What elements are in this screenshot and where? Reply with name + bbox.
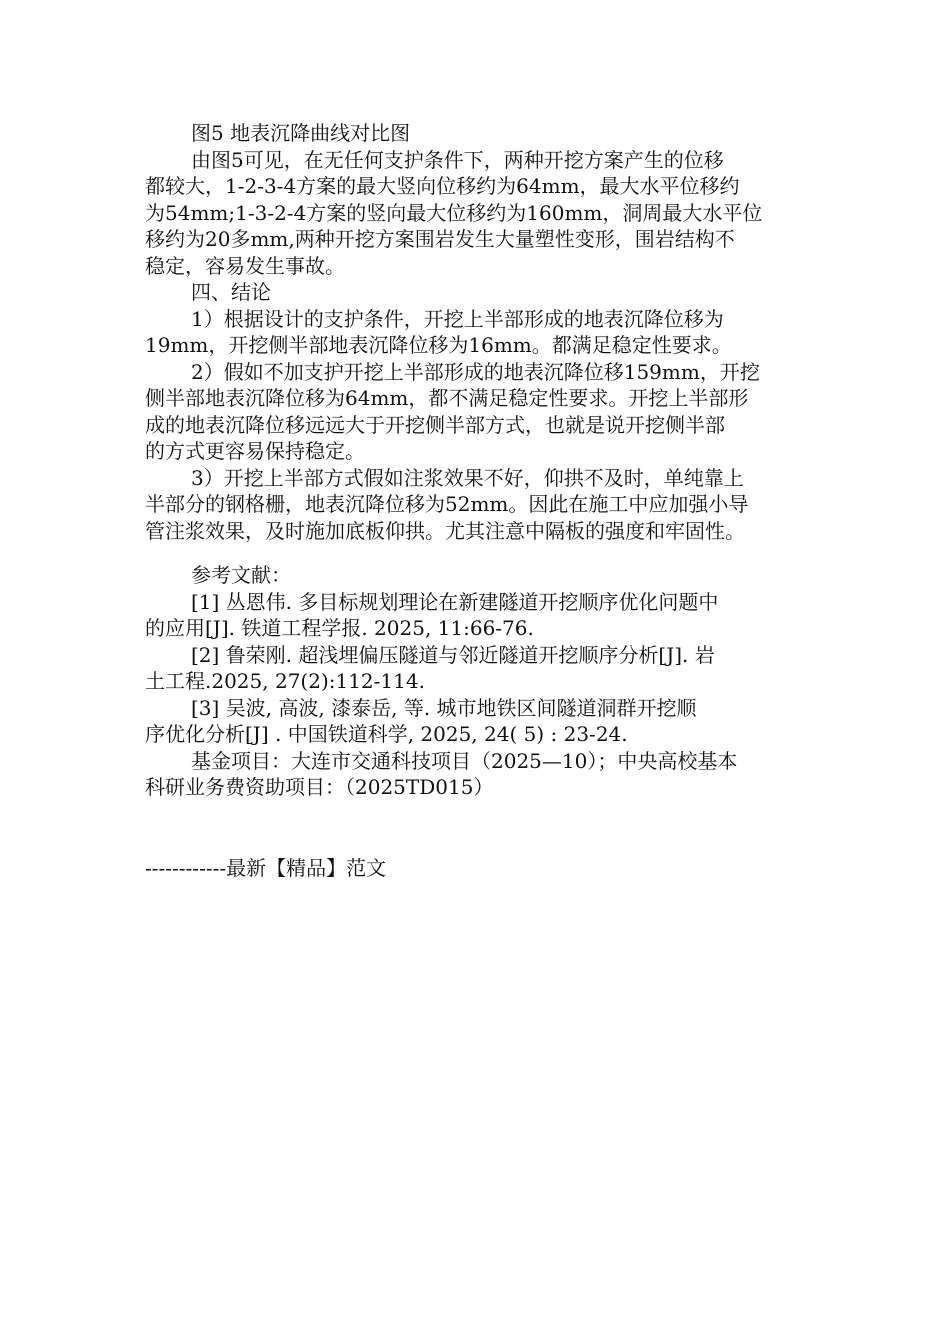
funding-line: 基金项目：大连市交通科技项目（2025—10）；中央高校基本	[191, 748, 738, 773]
conclusion-line: 1）根据设计的支护条件，开挖上半部形成的地表沉降位移为	[191, 306, 724, 331]
funding-note	[145, 748, 810, 801]
reference-3	[145, 695, 810, 748]
conclusion-line: 成的地表沉降位移远远大于开挖侧半部方式，也就是说开挖侧半部	[145, 412, 725, 437]
conclusion-line: 19mm，开挖侧半部地表沉降位移为16mm。都满足稳定性要求。	[145, 333, 732, 357]
conclusion-line: 3）开挖上半部方式假如注浆效果不好，仰拱不及时，单纯靠上	[191, 465, 744, 490]
section-heading: 四、结论	[191, 280, 271, 304]
conclusion-1	[145, 306, 810, 359]
analysis-line: 由图5可见，在无任何支护条件下，两种开挖方案产生的位移	[191, 147, 724, 172]
references-heading: 参考文献：	[191, 563, 291, 587]
reference-line: 土工程.2025, 27(2):112-114.	[145, 669, 425, 693]
conclusion-line: 的方式更容易保持稳定。	[145, 439, 365, 463]
paragraph-spacer	[145, 544, 810, 562]
conclusion-line: 2）假如不加支护开挖上半部形成的地表沉降位移159mm，开挖	[191, 359, 760, 384]
reference-line: [3] 吴波, 高波, 漆泰岳, 等. 城市地铁区间隧道洞群开挖顺	[191, 695, 697, 720]
analysis-paragraph	[145, 147, 810, 280]
reference-line: [1] 丛恩伟. 多目标规划理论在新建隧道开挖顺序优化问题中	[191, 589, 719, 614]
document-page	[145, 120, 810, 881]
conclusion-line: 半部分的钢格栅，地表沉降位移为52mm。因此在施工中应加强小导	[145, 492, 749, 516]
analysis-line: 稳定，容易发生事故。	[145, 253, 345, 278]
reference-1	[145, 589, 810, 642]
footer-spacer	[145, 801, 810, 855]
conclusion-line: 侧半部地表沉降位移为64mm，都不满足稳定性要求。开挖上半部形	[145, 386, 749, 410]
reference-line: [2] 鲁荣刚. 超浅埋偏压隧道与邻近隧道开挖顺序分析[J]. 岩	[191, 642, 715, 667]
analysis-line: 为54mm;1-3-2-4方案的竖向最大位移约为160mm，洞周最大水平位	[145, 200, 763, 225]
conclusion-line: 管注浆效果，及时施加底板仰拱。尤其注意中隔板的强度和牢固性。	[145, 518, 745, 543]
analysis-line: 移约为20多mm,两种开挖方案围岩发生大量塑性变形，围岩结构不	[145, 227, 735, 251]
figure-caption: 图5 地表沉降曲线对比图	[191, 121, 411, 145]
analysis-line: 都较大，1-2-3-4方案的最大竖向位移约为64mm，最大水平位移约	[145, 174, 740, 198]
conclusion-2	[145, 359, 810, 465]
reference-line: 序优化分析[J] . 中国铁道科学, 2025, 24( 5) : 23-24.	[145, 722, 628, 746]
funding-line: 科研业务费资助项目：（2025TD015）	[145, 775, 494, 799]
page-footer: ------------最新【精品】范文	[145, 855, 387, 880]
conclusion-3	[145, 465, 810, 545]
reference-line: 的应用[J]. 铁道工程学报. 2025, 11:66-76.	[145, 616, 534, 640]
reference-2	[145, 642, 810, 695]
